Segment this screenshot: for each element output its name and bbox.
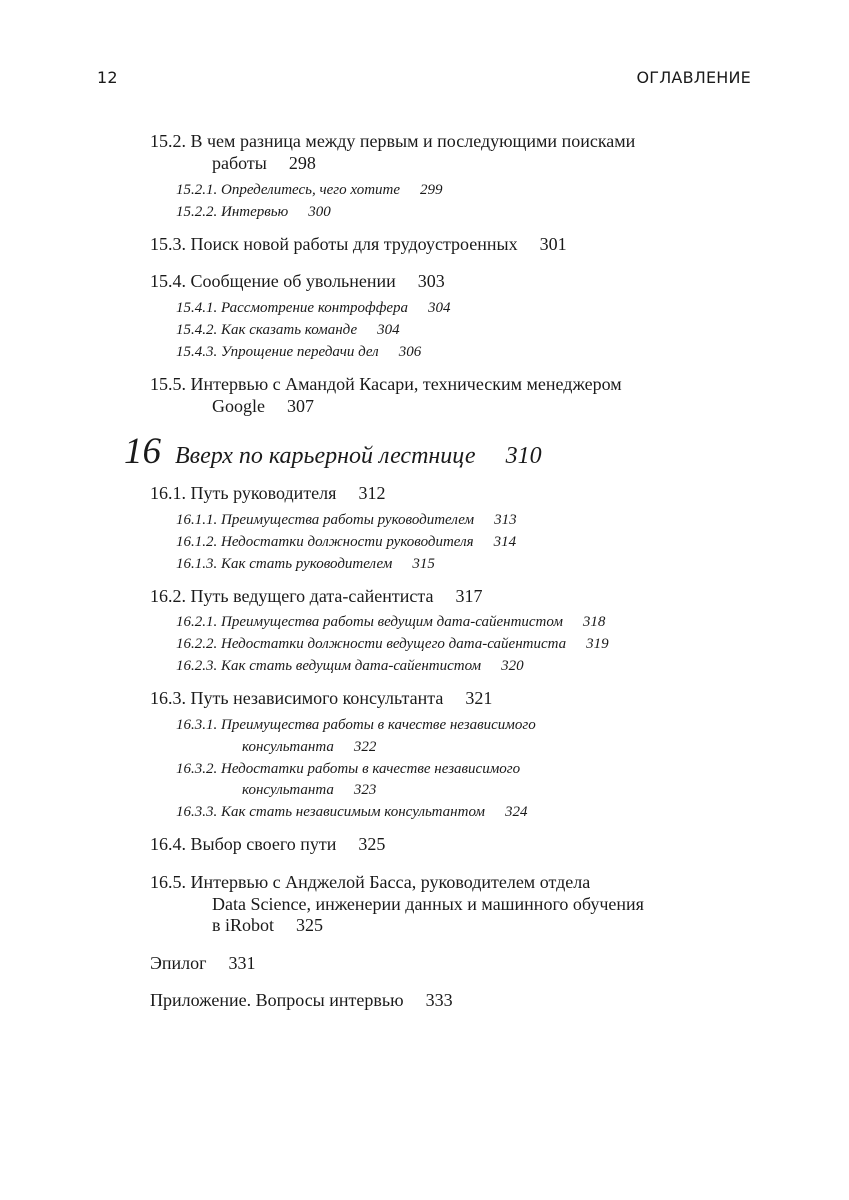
toc-entry-15-5[interactable] (150, 374, 622, 395)
toc-page-number: 301 (539, 234, 567, 254)
toc-chapter-16[interactable] (124, 430, 542, 473)
toc-entry-title: 16.2.1. Преимущества работы ведущим дата-сайентистом (176, 614, 563, 630)
toc-page-number: 304 (428, 300, 451, 316)
toc-entry-16-5-continued[interactable] (212, 894, 644, 915)
toc-entry-title: 16.5. Интервью с Анджелой Басса, руководителем отдела (150, 872, 591, 892)
toc-entry-15-3[interactable] (150, 234, 567, 255)
toc-page-number: 324 (504, 804, 528, 820)
toc-entry-title: 16.3. Путь независимого консультанта (150, 688, 444, 708)
toc-page-number: 331 (228, 953, 256, 973)
toc-entry-16-1[interactable] (150, 483, 385, 504)
toc-entry-title: консультанта (242, 739, 334, 755)
toc-entry-title: 16.3.1. Преимущества работы в качестве независимого (176, 717, 536, 733)
toc-entry-16-3-1[interactable] (176, 717, 536, 734)
toc-entry-title: 15.4. Сообщение об увольнении (150, 271, 396, 291)
toc-entry-16-2-2[interactable] (176, 636, 609, 653)
toc-page-number: 303 (417, 271, 445, 291)
toc-entry-15-2-continued[interactable] (212, 153, 316, 174)
toc-page-number: 314 (493, 534, 517, 550)
toc-page-number: 322 (353, 739, 377, 755)
toc-entry-title: 16.3.2. Недостатки работы в качестве независимого (176, 761, 521, 777)
toc-entry-15-4-1[interactable] (176, 300, 451, 317)
toc-page-number: 304 (377, 322, 400, 338)
toc-entry-15-2-1[interactable] (176, 182, 443, 199)
toc-entry-title: Data Science, инженерии данных и машинного обучения (212, 894, 644, 914)
toc-entry-title: 15.5. Интервью с Амандой Касари, техническим менеджером (150, 374, 622, 394)
toc-entry-title: 16.2. Путь ведущего дата-сайентиста (150, 586, 434, 606)
toc-entry-title: работы (212, 153, 267, 173)
toc-entry-15-2-2[interactable] (176, 204, 331, 221)
page-number: 12 (97, 68, 118, 87)
toc-entry-title: 16.2.2. Недостатки должности ведущего дата-сайентиста (176, 636, 567, 652)
toc-entry-15-4-2[interactable] (176, 322, 400, 339)
toc-entry-15-4[interactable] (150, 271, 445, 292)
toc-entry-title: 15.3. Поиск новой работы для трудоустроенных (150, 234, 518, 254)
toc-page-number: 321 (465, 688, 493, 708)
toc-entry-title: Google (212, 396, 265, 416)
toc-page-number: 313 (494, 512, 517, 528)
toc-entry-title: 15.4.3. Упрощение передачи дел (176, 344, 379, 360)
toc-entry-16-3-2[interactable] (176, 761, 520, 778)
toc-page-number: 298 (288, 153, 316, 173)
toc-entry-16-3-1-continued[interactable] (242, 739, 376, 756)
toc-entry-15-4-3[interactable] (176, 344, 421, 361)
chapter-title: Вверх по карьерной лестнице (175, 443, 476, 469)
toc-entry-title: 16.1.1. Преимущества работы руководителем (176, 512, 475, 528)
toc-entry-15-5-continued[interactable] (212, 396, 314, 417)
toc-entry-16-2-1[interactable] (176, 614, 605, 631)
toc-entry-appendix[interactable] (150, 990, 453, 1011)
running-title: ОГЛАВЛЕНИЕ (636, 68, 751, 87)
toc-page-number: 325 (358, 834, 386, 854)
toc-entry-16-5[interactable] (150, 872, 590, 893)
chapter-number: 16 (124, 431, 161, 472)
toc-entry-title: 16.3.3. Как стать независимым консультантом (176, 804, 485, 820)
toc-page-number: 312 (358, 483, 386, 503)
toc-page-number: 333 (425, 990, 453, 1010)
toc-entry-title: консультанта (242, 782, 334, 798)
toc-entry-16-1-3[interactable] (176, 556, 435, 573)
toc-entry-title: 15.2.1. Определитесь, чего хотите (176, 182, 401, 198)
toc-entry-epilog[interactable] (150, 953, 256, 974)
toc-page-number: 320 (501, 658, 524, 674)
toc-entry-title: 16.1.2. Недостатки должности руководителя (176, 534, 474, 550)
toc-entry-title: в iRobot (212, 915, 275, 935)
toc-page-number: 315 (412, 556, 435, 572)
toc-entry-16-2[interactable] (150, 586, 482, 607)
toc-page-number: 300 (308, 204, 331, 220)
toc-page-number: 299 (420, 182, 443, 198)
toc-entry-16-4[interactable] (150, 834, 385, 855)
toc-entry-title: 15.2.2. Интервью (176, 204, 289, 220)
toc-page-number: 323 (353, 782, 377, 798)
toc-entry-title: Приложение. Вопросы интервью (150, 990, 404, 1010)
toc-page-number: 325 (296, 915, 324, 935)
toc-entry-title: 15.4.2. Как сказать команде (176, 322, 358, 338)
toc-entry-16-5-continued-2[interactable] (212, 915, 323, 936)
toc-entry-16-1-2[interactable] (176, 534, 516, 551)
toc-entry-title: Эпилог (150, 953, 207, 973)
toc-page-number: 319 (586, 636, 609, 652)
toc-page-number: 317 (455, 586, 483, 606)
toc-entry-title: 16.1.3. Как стать руководителем (176, 556, 393, 572)
toc-page-number: 318 (582, 614, 606, 630)
toc-entry-16-3[interactable] (150, 688, 492, 709)
toc-entry-16-2-3[interactable] (176, 658, 524, 675)
toc-entry-16-3-2-continued[interactable] (242, 782, 376, 799)
toc-entry-title: 16.1. Путь руководителя (150, 483, 337, 503)
toc-page-number: 307 (287, 396, 314, 416)
chapter-page-number: 310 (505, 443, 542, 469)
toc-entry-title: 16.4. Выбор своего пути (150, 834, 337, 854)
toc-entry-16-1-1[interactable] (176, 512, 517, 529)
toc-entry-16-3-3[interactable] (176, 804, 527, 821)
toc-entry-title: 16.2.3. Как стать ведущим дата-сайентистом (176, 658, 482, 674)
toc-entry-title: 15.4.1. Рассмотрение контроффера (176, 300, 408, 316)
toc-page-number: 306 (398, 344, 422, 360)
toc-entry-15-2[interactable] (150, 131, 635, 152)
toc-entry-title: 15.2. В чем разница между первым и последующими поисками (150, 131, 636, 151)
